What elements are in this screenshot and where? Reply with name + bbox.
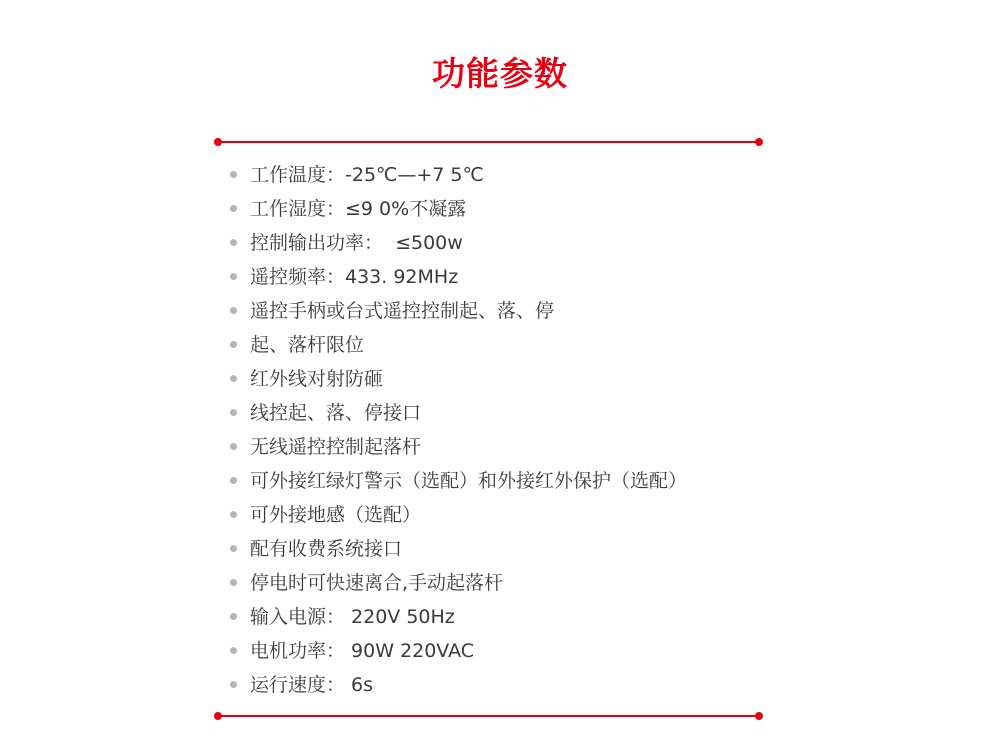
spec-text: 可外接红绿灯警示（选配）和外接红外保护（选配） bbox=[250, 470, 688, 492]
bullet-icon bbox=[230, 375, 237, 382]
bullet-icon bbox=[230, 511, 237, 518]
spec-text: 遥控频率：433. 92MHz bbox=[250, 266, 459, 288]
bullet-icon bbox=[230, 477, 237, 484]
spec-text: 红外线对射防砸 bbox=[250, 368, 384, 390]
bullet-icon bbox=[230, 341, 237, 348]
bullet-icon bbox=[230, 273, 237, 280]
spec-item bbox=[227, 498, 687, 532]
spec-text: 运行速度： 6s bbox=[250, 674, 374, 696]
bullet-icon bbox=[230, 545, 237, 552]
spec-text: 无线遥控控制起落杆 bbox=[250, 436, 422, 458]
spec-item bbox=[227, 294, 687, 328]
spec-item bbox=[227, 600, 687, 634]
spec-item bbox=[227, 430, 687, 464]
section-title: 功能参数 bbox=[432, 54, 568, 93]
top-divider bbox=[218, 141, 759, 143]
spec-item bbox=[227, 668, 687, 702]
bullet-icon bbox=[230, 579, 237, 586]
bottom-divider bbox=[218, 715, 759, 717]
spec-text: 工作湿度：≤9 0%不凝露 bbox=[250, 198, 467, 220]
spec-text: 可外接地感（选配） bbox=[250, 504, 422, 526]
spec-text: 配有收费系统接口 bbox=[250, 538, 403, 560]
bullet-icon bbox=[230, 409, 237, 416]
divider-dot-right bbox=[755, 138, 763, 146]
spec-text: 线控起、落、停接口 bbox=[250, 402, 422, 424]
spec-text: 电机功率： 90W 220VAC bbox=[250, 640, 475, 662]
spec-text: 遥控手柄或台式遥控控制起、落、停 bbox=[250, 300, 555, 322]
bullet-icon bbox=[230, 647, 237, 654]
bullet-icon bbox=[230, 307, 237, 314]
spec-item bbox=[227, 362, 687, 396]
spec-item bbox=[227, 260, 687, 294]
spec-text: 工作温度：-25℃—+7 5℃ bbox=[250, 164, 484, 186]
spec-item bbox=[227, 158, 687, 192]
spec-text: 停电时可快速离合,手动起落杆 bbox=[250, 572, 504, 594]
divider-dot-left bbox=[214, 138, 222, 146]
bullet-icon bbox=[230, 681, 237, 688]
spec-text: 输入电源： 220V 50Hz bbox=[250, 606, 455, 628]
spec-item bbox=[227, 226, 687, 260]
spec-text: 控制输出功率： ≤500w bbox=[250, 232, 463, 254]
spec-item bbox=[227, 464, 687, 498]
bullet-icon bbox=[230, 613, 237, 620]
bullet-icon bbox=[230, 239, 237, 246]
divider-dot-left bbox=[214, 712, 222, 720]
spec-item bbox=[227, 634, 687, 668]
divider-dot-right bbox=[755, 712, 763, 720]
bullet-icon bbox=[230, 205, 237, 212]
bullet-icon bbox=[230, 443, 237, 450]
bullet-icon bbox=[230, 171, 237, 178]
spec-item bbox=[227, 396, 687, 430]
spec-item bbox=[227, 192, 687, 226]
spec-item bbox=[227, 532, 687, 566]
spec-text: 起、落杆限位 bbox=[250, 334, 365, 356]
spec-list bbox=[227, 158, 687, 702]
spec-item bbox=[227, 328, 687, 362]
spec-item bbox=[227, 566, 687, 600]
